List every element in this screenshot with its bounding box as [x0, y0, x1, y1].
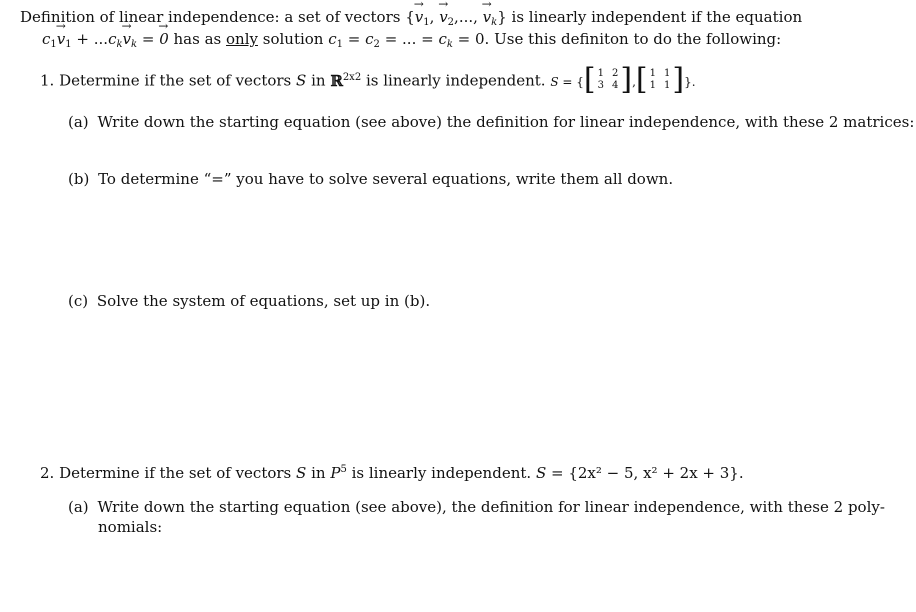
definition-line-2: $c_1\to v_1 + ...c_k\to v_k$ = → 0 has as only solution $c_1 = c_2$ = ... = $c_k = 0$. Use this definiton to do the following:: [42, 30, 781, 50]
problem-1c: (c) Solve the system of equations, set up in (b).: [68, 292, 431, 310]
matrix-1: [ 1 2 3 4 ]: [583, 62, 633, 97]
linear-combination: $c_1\to v_1 + ...c_k\to v_k$ = → 0: [42, 30, 169, 48]
polynomial-set: S = {2x² − 5, x² + 2x + 3}.: [535, 464, 744, 482]
problem-1b: (b) To determine “=” you have to solve several equations, write them all down.: [68, 170, 674, 188]
problem-2a-line-1: (a) Write down the starting equation (see above), the definition for linear independence, with these 2 poly-: [68, 498, 885, 516]
polynomial-space: $P^5$: [330, 464, 347, 482]
definition-line-1: Definition of linear independence: a set of vectors {→ $v_1$, → $v_2$,..., → $v_k$} is linearly independent if the equation: [20, 8, 802, 28]
problem-2-statement: 2. Determine if the set of vectors S in $P^5$ is linearly independent. S = {2x² − 5, x² + 2x + 3}.: [40, 464, 744, 482]
problem-1-statement: 1. Determine if the set of vectors S in ℝ$^{2x2}$ is linearly independent. S = { [ 1 2 3 4 ] , [ 1 1 1 1 ] }.: [40, 62, 696, 97]
matrix-space: ℝ$^{2x2}$: [330, 71, 362, 90]
matrix-set: S = { [ 1 2 3 4 ] , [ 1 1 1 1 ] }.: [550, 62, 696, 97]
problem-2a-line-2: nomials:: [98, 518, 163, 536]
matrix-2: [ 1 1 1 1 ]: [635, 62, 685, 97]
problem-1a: (a) Write down the starting equation (see above) the definition for linear independence, with these 2 matrices:: [68, 113, 915, 131]
vector-set: {→ $v_1$, → $v_2$,..., → $v_k$}: [405, 8, 507, 26]
trivial-solution: $c_1 = c_2$ = ... = $c_k = 0$.: [328, 30, 490, 50]
